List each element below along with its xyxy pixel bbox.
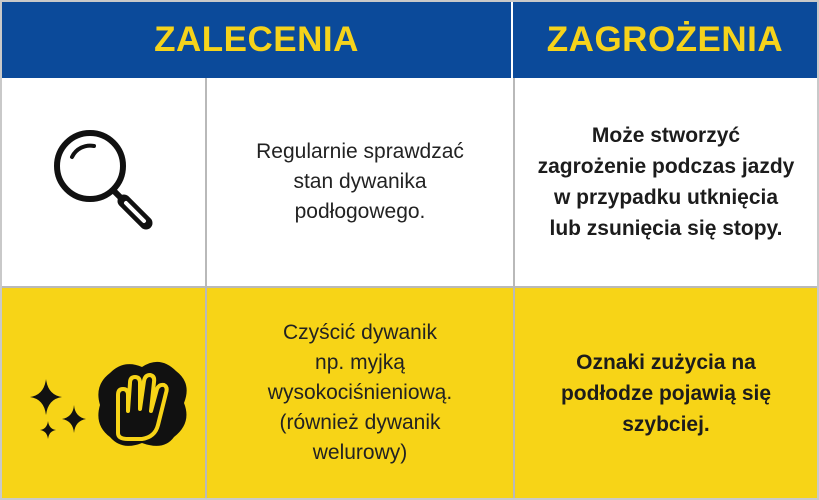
header-recommendations-label: ZALECENIA xyxy=(154,20,359,59)
row-1-hazard-cell xyxy=(513,78,817,288)
row-2-recommendation-text: Czyścić dywanik np. myjką wysokociśnieniową. (również dywanik welurowy) xyxy=(267,321,453,464)
row-1-hazard-text: Może stworzyć zagrożenie podczas jazdy w przypadku utknięcia lub zsunięcia się stopy. xyxy=(537,124,795,240)
row-2-icon-cell xyxy=(2,288,205,498)
header-hazards-label: ZAGROŻENIA xyxy=(546,20,784,59)
cleaning-sparkle-hand-icon xyxy=(14,333,194,453)
row-1-icon-cell xyxy=(2,78,205,288)
row-1-recommendation-text: Regularnie sprawdzać stan dywanika podłogowego. xyxy=(256,140,464,223)
row-2-recommendation-cell xyxy=(205,288,513,498)
header-recommendations xyxy=(2,2,513,78)
header-hazards xyxy=(513,2,817,78)
magnifier-icon xyxy=(44,122,164,242)
row-2-hazard-text: Oznaki zużycia na podłodze pojawią się szybciej. xyxy=(560,350,772,436)
row-2-hazard-cell xyxy=(513,288,817,498)
row-1-recommendation-cell xyxy=(205,78,513,288)
